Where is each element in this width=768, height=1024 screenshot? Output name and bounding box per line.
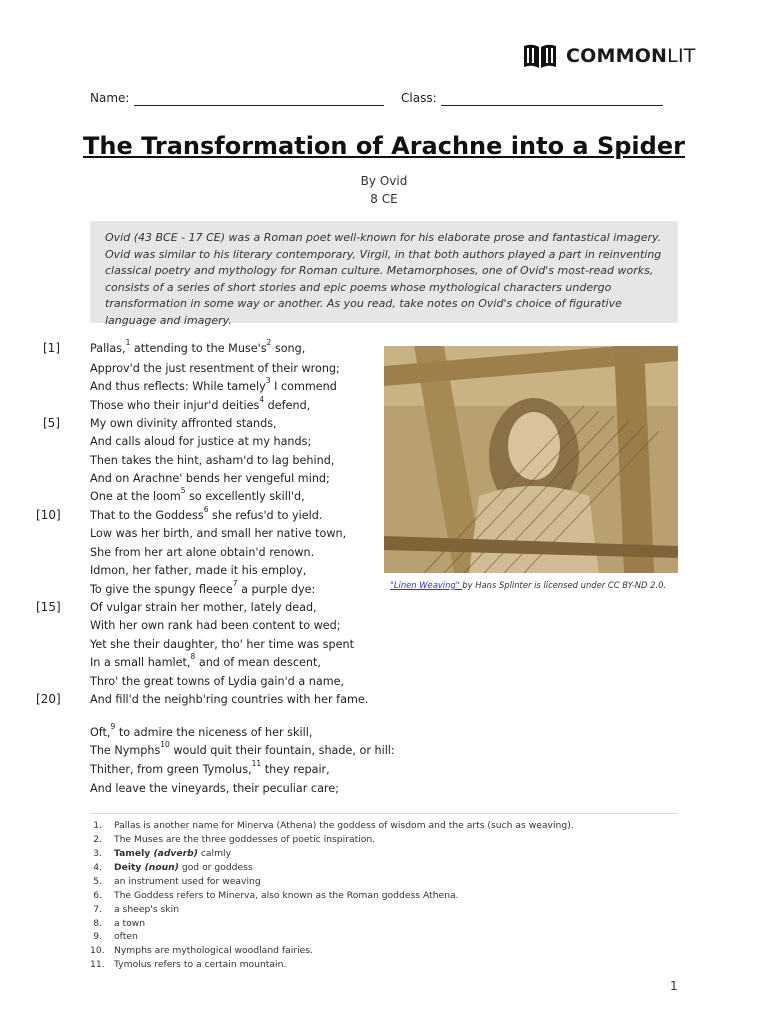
photo-source-link[interactable]: "Linen Weaving" <box>390 580 463 590</box>
footnote-ref: 4 <box>259 395 265 404</box>
poem-line: That to the Goddess$^6$ she refus'd to yield. <box>90 505 323 522</box>
poem-line: And thus reflects: While tamely$^3$ I commend <box>90 376 337 393</box>
poem-line: And fill'd the neighb'ring countries with her fame. <box>90 693 369 706</box>
poem-line: Then takes the hint, asham'd to lag behind, <box>90 454 335 467</box>
footnote-ref: 6 <box>203 505 209 514</box>
footnote-ref: 1 <box>125 338 131 347</box>
footnote-ref: 5 <box>180 486 186 495</box>
footnote-ref: 9 <box>110 722 116 731</box>
page-number: 1 <box>670 979 678 993</box>
poem-line: With her own rank had been content to wed; <box>90 619 341 632</box>
class-line <box>441 105 663 106</box>
poem-line: Idmon, her father, made it his employ, <box>90 564 307 577</box>
logo-text: COMMONLIT <box>566 45 696 67</box>
name-line <box>134 105 384 106</box>
part-of-speech: (adverb) <box>153 848 198 859</box>
byline <box>0 172 768 208</box>
author: By Ovid <box>360 174 408 188</box>
footnote-item: 6. The Goddess refers to Minerva, also known as the Roman goddess Athena. <box>93 890 459 901</box>
poem-line: And on Arachne' bends her vengeful mind; <box>90 472 330 485</box>
poem-line: One at the loom$^5$ so excellently skill'd, <box>90 486 305 503</box>
class-label: Class: <box>401 91 437 105</box>
poem-line: Oft,$^9$ to admire the niceness of her skill, <box>90 722 313 739</box>
poem-line: Thither, from green Tymolus,$^{11}$ they repair, <box>90 759 330 776</box>
poem-line: She from her art alone obtain'd renown. <box>90 546 315 559</box>
poem-line: My own divinity affronted stands, <box>90 417 277 430</box>
photo-caption <box>390 580 666 590</box>
line-number: [15] <box>36 600 61 614</box>
footnote-item: 9. often <box>93 931 138 942</box>
footnote-ref: 10 <box>160 740 170 749</box>
footnote-ref: 8 <box>190 652 196 661</box>
intro-box: Ovid (43 BCE - 17 CE) was a Roman poet well-known for his elaborate prose and fantastical imagery. Ovid was similar to his literary contemporary, Virgil, in that both authors played a part in reinventing classical poetry and mythology for Roman culture. Metamorphoses, one of Ovid's most-read works, consists of a series of short stories and epic poems whose mythological characters undergo transformation in some way or another. As you read, take notes on Ovid's choice of figurative language and imagery. <box>90 221 678 323</box>
document-title: The Transformation of Arachne into a Spider <box>83 132 685 160</box>
poem-line: Pallas,$^1$ attending to the $Muse's^2$ song, <box>90 338 306 355</box>
poem-line: In a small hamlet,$^8$ and of mean descent, <box>90 652 321 669</box>
poem-line: Low was her birth, and small her native town, <box>90 527 347 540</box>
line-number: [10] <box>36 508 61 522</box>
footnote-item: 1. Pallas is another name for Minerva (Athena) the goddess of wisdom and the arts (such as weaving). <box>93 820 574 831</box>
footnote-term: Deity <box>114 862 145 873</box>
footnote-item: 7. a sheep's skin <box>93 904 180 915</box>
part-of-speech: (noun) <box>144 862 179 873</box>
footnote-item: 2. The Muses are the three goddesses of poetic inspiration. <box>93 834 376 845</box>
line-number: [5] <box>43 416 60 430</box>
footnote-ref: 11 <box>251 759 262 768</box>
footnote-item: 11. Tymolus refers to a certain mountain. <box>90 959 287 970</box>
poem-line: Thro' the great towns of Lydia gain'd a name, <box>90 675 345 688</box>
footnote-term: Tamely <box>114 848 154 859</box>
footnote-item: 3. Tamely (adverb) calmly <box>93 848 232 859</box>
footnote-ref: 7 <box>232 579 238 588</box>
poem-line: Approv'd the just resentment of their wrong; <box>90 362 340 375</box>
commonlit-logo <box>522 41 696 71</box>
footnote-ref: 2 <box>266 338 272 347</box>
name-label: Name: <box>90 91 130 105</box>
line-number: [20] <box>36 692 61 706</box>
poem-line: The Nymphs$^{10}$ would quit their fountain, shade, or hill: <box>90 740 395 757</box>
poem-line: And leave the vineyards, their peculiar care; <box>90 782 339 795</box>
weaving-photo <box>384 346 678 573</box>
poem-line: Of vulgar strain her mother, lately dead, <box>90 601 317 614</box>
footnote-item: 10. Nymphs are mythological woodland fairies. <box>90 945 313 956</box>
footnote-item: 5. an instrument used for weaving <box>93 876 261 887</box>
poem-line: Those who their injur'd deities$^4$ defend, <box>90 395 311 412</box>
footnote-item: 4. Deity (noun) god or goddess <box>93 862 253 873</box>
date: 8 CE <box>370 192 398 206</box>
photo-illustration <box>384 346 678 573</box>
open-book-icon <box>522 42 558 70</box>
poem-line: To give the spungy fleece$^7$ a purple dye: <box>90 579 316 596</box>
caption-license: by Hans Splinter is licensed under CC BY-ND 2.0. <box>462 580 667 590</box>
line-number: [1] <box>43 341 60 355</box>
footnote-divider <box>90 813 678 814</box>
poem-line: Yet she their daughter, tho' her time was spent <box>90 638 354 651</box>
poem-line: And calls aloud for justice at my hands; <box>90 435 312 448</box>
footnote-item: 8. a town <box>93 918 146 929</box>
footnote-ref: 3 <box>265 376 271 385</box>
